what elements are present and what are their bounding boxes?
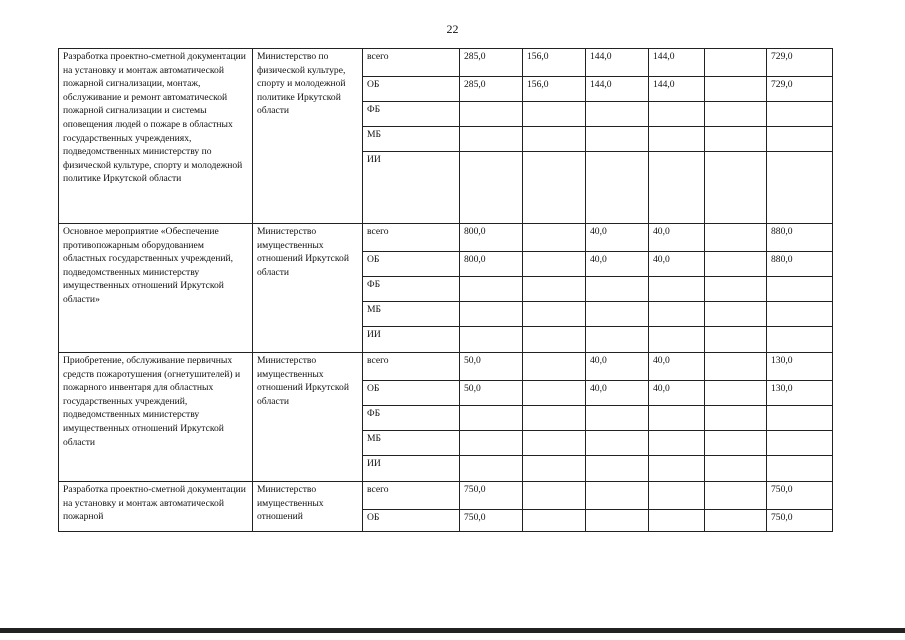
year-value-cell [586, 510, 649, 532]
year-value-cell [460, 302, 523, 327]
year-value-cell: 40,0 [649, 224, 705, 252]
executor-cell: Министерство по физической культуре, спорту и молодежной политике Иркутской области [253, 49, 363, 224]
funding-source-cell: ОБ [363, 77, 460, 102]
year-value-cell [705, 482, 767, 510]
funding-source-cell: ИИ [363, 152, 460, 224]
year-value-cell [523, 277, 586, 302]
year-value-cell [705, 406, 767, 431]
year-value-cell [705, 302, 767, 327]
year-value-cell [460, 406, 523, 431]
year-value-cell [586, 127, 649, 152]
funding-source-cell: всего [363, 224, 460, 252]
year-value-cell [705, 510, 767, 532]
year-value-cell [523, 456, 586, 482]
funding-table [58, 48, 833, 532]
year-value-cell [460, 431, 523, 456]
year-value-cell [705, 224, 767, 252]
year-value-cell: 40,0 [649, 252, 705, 277]
total-cell: 750,0 [767, 482, 833, 510]
year-value-cell [460, 456, 523, 482]
year-value-cell [705, 252, 767, 277]
total-cell [767, 152, 833, 224]
funding-source-cell: всего [363, 353, 460, 381]
year-value-cell [705, 49, 767, 77]
year-value-cell [705, 456, 767, 482]
year-value-cell [586, 327, 649, 353]
year-value-cell [460, 127, 523, 152]
year-value-cell [705, 381, 767, 406]
year-value-cell [586, 456, 649, 482]
year-value-cell: 40,0 [586, 353, 649, 381]
year-value-cell [586, 152, 649, 224]
year-value-cell [523, 102, 586, 127]
total-cell [767, 456, 833, 482]
table-row [59, 482, 833, 510]
funding-source-cell: ОБ [363, 510, 460, 532]
year-value-cell [649, 102, 705, 127]
year-value-cell: 40,0 [649, 353, 705, 381]
year-value-cell: 40,0 [649, 381, 705, 406]
activity-cell: Разработка проектно-сметной документации на установку и монтаж автоматической пожарной сигнализации, монтаж, обслуживание и ремонт автоматической пожарной сигнализации и системы оповещения людей о пожаре в областных государственных учреждениях, подведомственных министерству по физической культуре, спорту и молодежной политике Иркутской области [59, 49, 253, 224]
total-cell: 130,0 [767, 353, 833, 381]
table-row [59, 224, 833, 252]
year-value-cell: 156,0 [523, 77, 586, 102]
activity-cell: Разработка проектно-сметной документации на установку и монтаж автоматической пожарной [59, 482, 253, 532]
year-value-cell [705, 277, 767, 302]
year-value-cell [649, 456, 705, 482]
table-row [59, 49, 833, 77]
year-value-cell: 40,0 [586, 224, 649, 252]
funding-source-cell: ФБ [363, 277, 460, 302]
year-value-cell: 50,0 [460, 381, 523, 406]
year-value-cell [460, 152, 523, 224]
year-value-cell [649, 277, 705, 302]
year-value-cell [649, 302, 705, 327]
year-value-cell: 144,0 [649, 77, 705, 102]
year-value-cell [586, 431, 649, 456]
total-cell [767, 277, 833, 302]
total-cell: 729,0 [767, 77, 833, 102]
funding-source-cell: ФБ [363, 406, 460, 431]
total-cell [767, 302, 833, 327]
year-value-cell: 285,0 [460, 49, 523, 77]
year-value-cell: 285,0 [460, 77, 523, 102]
year-value-cell: 156,0 [523, 49, 586, 77]
year-value-cell [705, 431, 767, 456]
funding-source-cell: МБ [363, 431, 460, 456]
activity-cell: Приобретение, обслуживание первичных средств пожаротушения (огнетушителей) и пожарного инвентаря для областных государственных учреждений, подведомственных министерству имущественных отношений Иркутской области [59, 353, 253, 482]
year-value-cell [649, 327, 705, 353]
total-cell [767, 431, 833, 456]
total-cell: 750,0 [767, 510, 833, 532]
year-value-cell [460, 327, 523, 353]
year-value-cell [523, 431, 586, 456]
total-cell [767, 406, 833, 431]
total-cell: 130,0 [767, 381, 833, 406]
funding-source-cell: МБ [363, 302, 460, 327]
year-value-cell: 50,0 [460, 353, 523, 381]
year-value-cell [649, 152, 705, 224]
year-value-cell: 144,0 [586, 77, 649, 102]
funding-source-cell: ИИ [363, 327, 460, 353]
year-value-cell [523, 510, 586, 532]
table-row [59, 353, 833, 381]
year-value-cell: 40,0 [586, 381, 649, 406]
funding-source-cell: всего [363, 482, 460, 510]
year-value-cell [523, 406, 586, 431]
funding-source-cell: ОБ [363, 252, 460, 277]
total-cell [767, 127, 833, 152]
year-value-cell [523, 381, 586, 406]
funding-source-cell: ФБ [363, 102, 460, 127]
funding-source-cell: всего [363, 49, 460, 77]
year-value-cell [705, 152, 767, 224]
year-value-cell [705, 77, 767, 102]
activity-cell: Основное мероприятие «Обеспечение противопожарным оборудованием областных государственных учреждений, подведомственных министерству имущественных отношений Иркутской области» [59, 224, 253, 353]
year-value-cell [460, 102, 523, 127]
year-value-cell [649, 127, 705, 152]
year-value-cell [705, 353, 767, 381]
year-value-cell [586, 302, 649, 327]
year-value-cell [586, 482, 649, 510]
year-value-cell: 144,0 [586, 49, 649, 77]
total-cell: 880,0 [767, 224, 833, 252]
total-cell [767, 327, 833, 353]
executor-cell: Министерство имущественных отношений [253, 482, 363, 532]
funding-source-cell: ИИ [363, 456, 460, 482]
year-value-cell [523, 224, 586, 252]
year-value-cell: 40,0 [586, 252, 649, 277]
year-value-cell [523, 127, 586, 152]
year-value-cell: 144,0 [649, 49, 705, 77]
year-value-cell [649, 510, 705, 532]
total-cell: 880,0 [767, 252, 833, 277]
year-value-cell: 800,0 [460, 224, 523, 252]
year-value-cell [460, 277, 523, 302]
year-value-cell [523, 252, 586, 277]
year-value-cell [586, 406, 649, 431]
year-value-cell [649, 406, 705, 431]
year-value-cell [586, 102, 649, 127]
year-value-cell: 750,0 [460, 482, 523, 510]
year-value-cell [705, 102, 767, 127]
total-cell [767, 102, 833, 127]
year-value-cell [523, 482, 586, 510]
year-value-cell: 750,0 [460, 510, 523, 532]
year-value-cell [586, 277, 649, 302]
total-cell: 729,0 [767, 49, 833, 77]
year-value-cell: 800,0 [460, 252, 523, 277]
year-value-cell [649, 431, 705, 456]
scan-edge-bar [0, 628, 905, 633]
year-value-cell [705, 127, 767, 152]
year-value-cell [523, 353, 586, 381]
year-value-cell [523, 302, 586, 327]
funding-source-cell: ОБ [363, 381, 460, 406]
executor-cell: Министерство имущественных отношений Иркутской области [253, 353, 363, 482]
year-value-cell [523, 152, 586, 224]
year-value-cell [649, 482, 705, 510]
executor-cell: Министерство имущественных отношений Иркутской области [253, 224, 363, 353]
funding-source-cell: МБ [363, 127, 460, 152]
year-value-cell [705, 327, 767, 353]
page-number: 22 [446, 22, 459, 36]
year-value-cell [523, 327, 586, 353]
